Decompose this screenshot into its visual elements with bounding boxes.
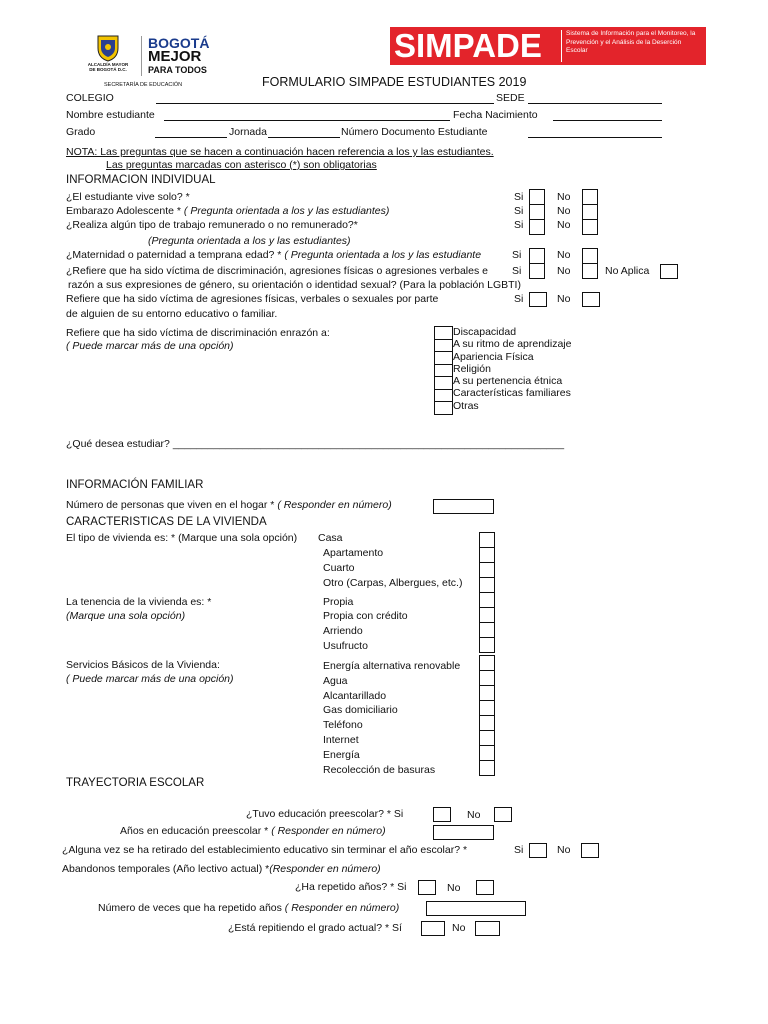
tipo-checkbox-column[interactable] [479, 532, 495, 593]
label-nombre: Nombre estudiante [66, 109, 155, 121]
si-label: Si [514, 191, 524, 203]
q-discrim-line2: razón a sus expresiones de género, su orientación o identidad sexual? (Para la población LGBTI) [68, 279, 521, 291]
no-checkbox-column[interactable] [582, 189, 598, 235]
razon-option: A su pertenencia étnica [453, 375, 563, 388]
coat-of-arms-icon [95, 34, 121, 62]
label-grado: Grado [66, 126, 96, 138]
no-checkbox[interactable] [582, 292, 600, 307]
servicio-option: Agua [323, 674, 348, 687]
tenencia-option: Propia con crédito [323, 610, 408, 622]
no-label: No [557, 205, 571, 217]
q-personas: Número de personas que viven en el hogar * ( Responder en número) [66, 499, 392, 511]
no-label: No [557, 844, 571, 856]
si-label: Si [512, 249, 522, 261]
q-tenencia: La tenencia de la vivienda es: * [66, 596, 212, 608]
q-preescolar: ¿Tuvo educación preescolar? * Si [246, 808, 404, 820]
q-abandonos: Abandonos temporales (Año lectivo actual) *(Responder en número) [62, 863, 381, 875]
q-repetido: ¿Ha repetido años? * Si [295, 881, 407, 893]
no-checkbox-column[interactable] [582, 248, 598, 279]
servicio-option: Recolección de basuras [323, 763, 436, 776]
si-checkbox-column[interactable] [529, 189, 545, 235]
tipo-option: Cuarto [323, 562, 355, 574]
label-jornada: Jornada [229, 126, 267, 138]
q-embarazo: Embarazo Adolescente * ( Pregunta orientada a los y las estudiantes) [66, 205, 390, 217]
nombre-field[interactable] [164, 120, 450, 121]
q-anos-preescolar: Años en educación preescolar * ( Responder en número) [120, 825, 386, 837]
q-razon: Refiere que ha sido víctima de discriminación enrazón a: [66, 327, 330, 339]
retirado-no-checkbox[interactable] [581, 843, 599, 858]
razon-option: Apariencia Física [453, 350, 534, 363]
si-label: Si [514, 205, 524, 217]
documento-field[interactable] [528, 137, 662, 138]
q-servicios: Servicios Básicos de la Vivienda: [66, 659, 220, 671]
jornada-field[interactable] [268, 137, 340, 138]
no-label: No [447, 882, 461, 894]
razon-option: A su ritmo de aprendizaje [453, 338, 572, 351]
repetido-no-checkbox[interactable] [476, 880, 494, 895]
logo-divider [141, 36, 142, 76]
grado-field[interactable] [155, 137, 227, 138]
q-tipo-vivienda: El tipo de vivienda es: * (Marque una sola opción) [66, 532, 298, 544]
fecha-field[interactable] [553, 120, 662, 121]
heading-familiar: INFORMACIÓN FAMILIAR [66, 479, 204, 491]
label-fecha: Fecha Nacimiento [453, 109, 538, 121]
q-razon-note: ( Puede marcar más de una opción) [66, 340, 234, 352]
no-label: No [557, 249, 571, 261]
preescolar-no-checkbox[interactable] [494, 807, 512, 822]
simpade-wordmark: SIMPADE [394, 27, 542, 64]
bogota-small-text: ALCALDÍA MAYOR DE BOGOTÁ D.C. [87, 62, 129, 72]
bogota-line3: PARA TODOS [148, 65, 207, 75]
heading-individual: INFORMACION INDIVIDUAL [66, 174, 216, 186]
razon-option: Otras [453, 399, 479, 412]
q-tenencia-note: (Marque una sola opción) [66, 610, 186, 622]
label-colegio: COLEGIO [66, 92, 114, 104]
q-agresion-line2: de alguien de su entorno educativo o familiar. [66, 308, 278, 320]
nota-line1: NOTA: Las preguntas que se hacen a continuación hacen referencia a los y las estudiantes. [66, 146, 494, 158]
nota-line2: Las preguntas marcadas con asterisco (*) son obligatorias [106, 159, 377, 171]
form-title: FORMULARIO SIMPADE ESTUDIANTES 2019 [262, 75, 527, 89]
q-trabajo-note: (Pregunta orientada a los y las estudiantes) [148, 235, 351, 247]
razon-option: Características familiares [453, 387, 571, 400]
servicio-option: Alcantarillado [323, 689, 387, 702]
servicio-option: Energía [323, 748, 360, 761]
simpade-logo [390, 27, 706, 65]
tenencia-option: Propia [323, 596, 354, 608]
q-vive-solo: ¿El estudiante vive solo? * [66, 191, 190, 203]
q-servicios-note: ( Puede marcar más de una opción) [66, 673, 234, 685]
no-label: No [557, 219, 571, 231]
preescolar-si-checkbox[interactable] [433, 807, 451, 822]
bogota-line1: BOGOTÁ [148, 35, 210, 51]
tipo-option: Casa [318, 532, 343, 544]
simpade-tagline: Sistema de Información para el Monitoreo, la Prevención y el Análisis de la Deserción Escolar [566, 30, 696, 54]
no-label: No [557, 265, 571, 277]
razon-option: Discapacidad [453, 326, 517, 338]
no-label: No [467, 809, 481, 821]
heading-vivienda: CARACTERISTICAS DE LA VIVIENDA [66, 516, 267, 528]
si-label: Si [514, 293, 524, 305]
q-veces-repetido: Número de veces que ha repetido años ( Responder en número) [98, 902, 400, 914]
repetido-si-checkbox[interactable] [418, 880, 436, 895]
si-label: Si [514, 219, 524, 231]
anos-preescolar-input[interactable] [433, 825, 494, 840]
heading-trayectoria: TRAYECTORIA ESCOLAR [66, 777, 205, 789]
tipo-option: Apartamento [323, 547, 384, 559]
personas-input[interactable] [433, 499, 494, 514]
razon-option: Religión [453, 362, 491, 375]
veces-repetido-input[interactable] [426, 901, 526, 916]
servicio-option: Gas domiciliario [323, 704, 398, 717]
q-estudiar[interactable]: ¿Qué desea estudiar? ___________________________________________________________________ [66, 438, 565, 450]
razones-checkbox-column[interactable] [434, 326, 453, 415]
sede-field[interactable] [528, 103, 662, 104]
q-agresion-line1: Refiere que ha sido víctima de agresiones físicas, verbales o sexuales por parte [66, 293, 439, 305]
servicio-option: Internet [323, 733, 359, 746]
repitiendo-no-checkbox[interactable] [475, 921, 500, 936]
no-aplica-label: No Aplica [605, 265, 650, 277]
q-repitiendo: ¿Está repitiendo el grado actual? * Sí [228, 922, 402, 934]
tenencia-option: Usufructo [323, 640, 368, 652]
si-label: Si [514, 844, 524, 856]
q-maternidad: ¿Maternidad o paternidad a temprana edad? * ( Pregunta orientada a los y las estudiante [66, 249, 482, 261]
servicios-list [323, 659, 460, 777]
no-label: No [557, 191, 571, 203]
razones-list [453, 326, 571, 412]
no-label: No [452, 922, 466, 934]
q-retirado: ¿Alguna vez se ha retirado del establecimiento educativo sin terminar el año escolar? * [62, 844, 468, 856]
bogota-line2: MEJOR [148, 48, 202, 65]
si-label: Si [512, 265, 522, 277]
no-label: No [557, 293, 571, 305]
q-discrim-line1: ¿Refiere que ha sido víctima de discriminación, agresiones físicas o agresiones verbales e [66, 265, 488, 277]
label-documento: Número Documento Estudiante [341, 126, 488, 138]
si-checkbox[interactable] [529, 292, 547, 307]
repitiendo-si-checkbox[interactable] [421, 921, 445, 936]
q-trabajo: ¿Realiza algún tipo de trabajo remunerado o no remunerado?* [66, 219, 358, 231]
bogota-logo [86, 34, 226, 90]
simpade-divider [561, 30, 562, 62]
tenencia-checkbox-column[interactable] [479, 592, 495, 653]
servicios-checkbox-column[interactable] [479, 655, 495, 776]
si-checkbox-column[interactable] [529, 248, 545, 279]
retirado-si-checkbox[interactable] [529, 843, 547, 858]
servicio-option: Energía alternativa renovable [323, 660, 461, 672]
tenencia-option: Arriendo [323, 625, 363, 637]
label-sede: SEDE [496, 92, 525, 104]
bogota-caption: SECRETARÍA DE EDUCACIÓN [104, 82, 183, 88]
no-aplica-checkbox[interactable] [660, 264, 678, 279]
tipo-option: Otro (Carpas, Albergues, etc.) [323, 577, 463, 589]
servicio-option: Teléfono [323, 719, 363, 732]
colegio-field[interactable] [156, 103, 494, 104]
